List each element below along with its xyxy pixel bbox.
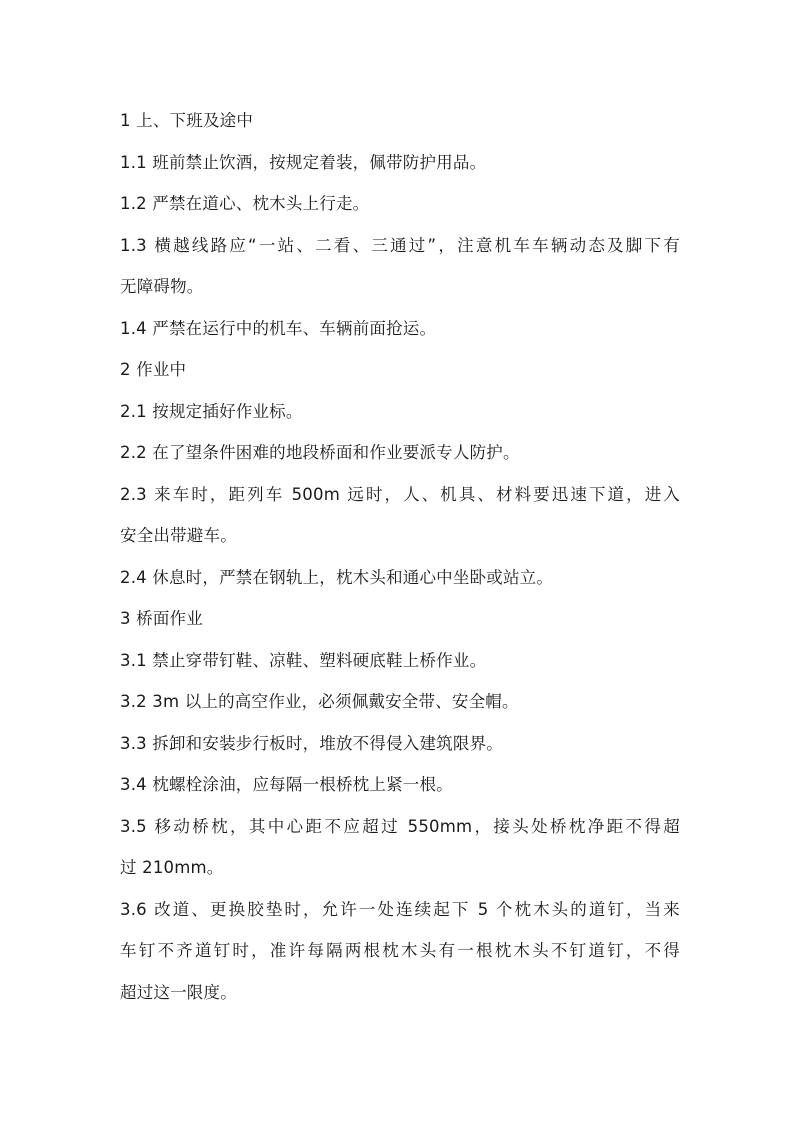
paragraph-1-2: 1.2 严禁在道心、枕木头上行走。: [120, 194, 370, 213]
paragraph-1-4: 1.4 严禁在运行中的机车、车辆前面抢运。: [120, 318, 437, 338]
paragraph-3-4: 3.4 枕螺栓涂油，应每隔一根桥枕上紧一根。: [120, 775, 453, 794]
paragraph-3-5-line-2: 过 210mm。: [120, 858, 224, 877]
paragraph-3-6-line-3: 超过这一限度。: [120, 982, 237, 1002]
document-body: [120, 100, 680, 1013]
paragraph-2-3-line-1: 2.3 来车时，距列车 500m 远时，人、机具、材料要迅速下道，进入: [120, 484, 680, 504]
paragraph-3-6-line-1: 3.6 改道、更换胶垫时，允许一处连续起下 5 个枕木头的道钉，当来: [120, 899, 680, 919]
paragraph-1-3-line-2: 无障碍物。: [120, 277, 204, 296]
section-heading-3: 3 桥面作业: [120, 609, 203, 628]
section-heading-2: 2 作业中: [120, 360, 187, 379]
paragraph-2-2: 2.2 在了望条件困难的地段桥面和作业要派专人防护。: [120, 443, 520, 462]
paragraph-3-5-line-1: 3.5 移动桥枕，其中心距不应超过 550mm，接头处桥枕净距不得超: [120, 816, 680, 836]
paragraph-3-1: 3.1 禁止穿带钉鞋、凉鞋、塑料硬底鞋上桥作业。: [120, 650, 487, 670]
paragraph-3-2: 3.2 3m 以上的高空作业，必须佩戴安全带、安全帽。: [120, 692, 519, 711]
paragraph-3-3: 3.3 拆卸和安装步行板时，堆放不得侵入建筑限界。: [120, 733, 503, 753]
paragraph-1-1: 1.1 班前禁止饮酒，按规定着装，佩带防护用品。: [120, 152, 487, 172]
paragraph-2-1: 2.1 按规定插好作业标。: [120, 401, 303, 421]
section-heading-1: 1 上、下班及途中: [120, 111, 254, 130]
paragraph-1-3-line-1: 1.3 横越线路应“一站、二看、三通过”，注意机车车辆动态及脚下有: [120, 235, 680, 255]
paragraph-3-6-line-2: 车钉不齐道钉时，准许每隔两根枕木头有一根枕木头不钉道钉，不得: [120, 941, 680, 960]
paragraph-2-3-line-2: 安全出带避车。: [120, 526, 237, 545]
paragraph-2-4: 2.4 休息时，严禁在钢轨上，枕木头和通心中坐卧或站立。: [120, 567, 554, 587]
